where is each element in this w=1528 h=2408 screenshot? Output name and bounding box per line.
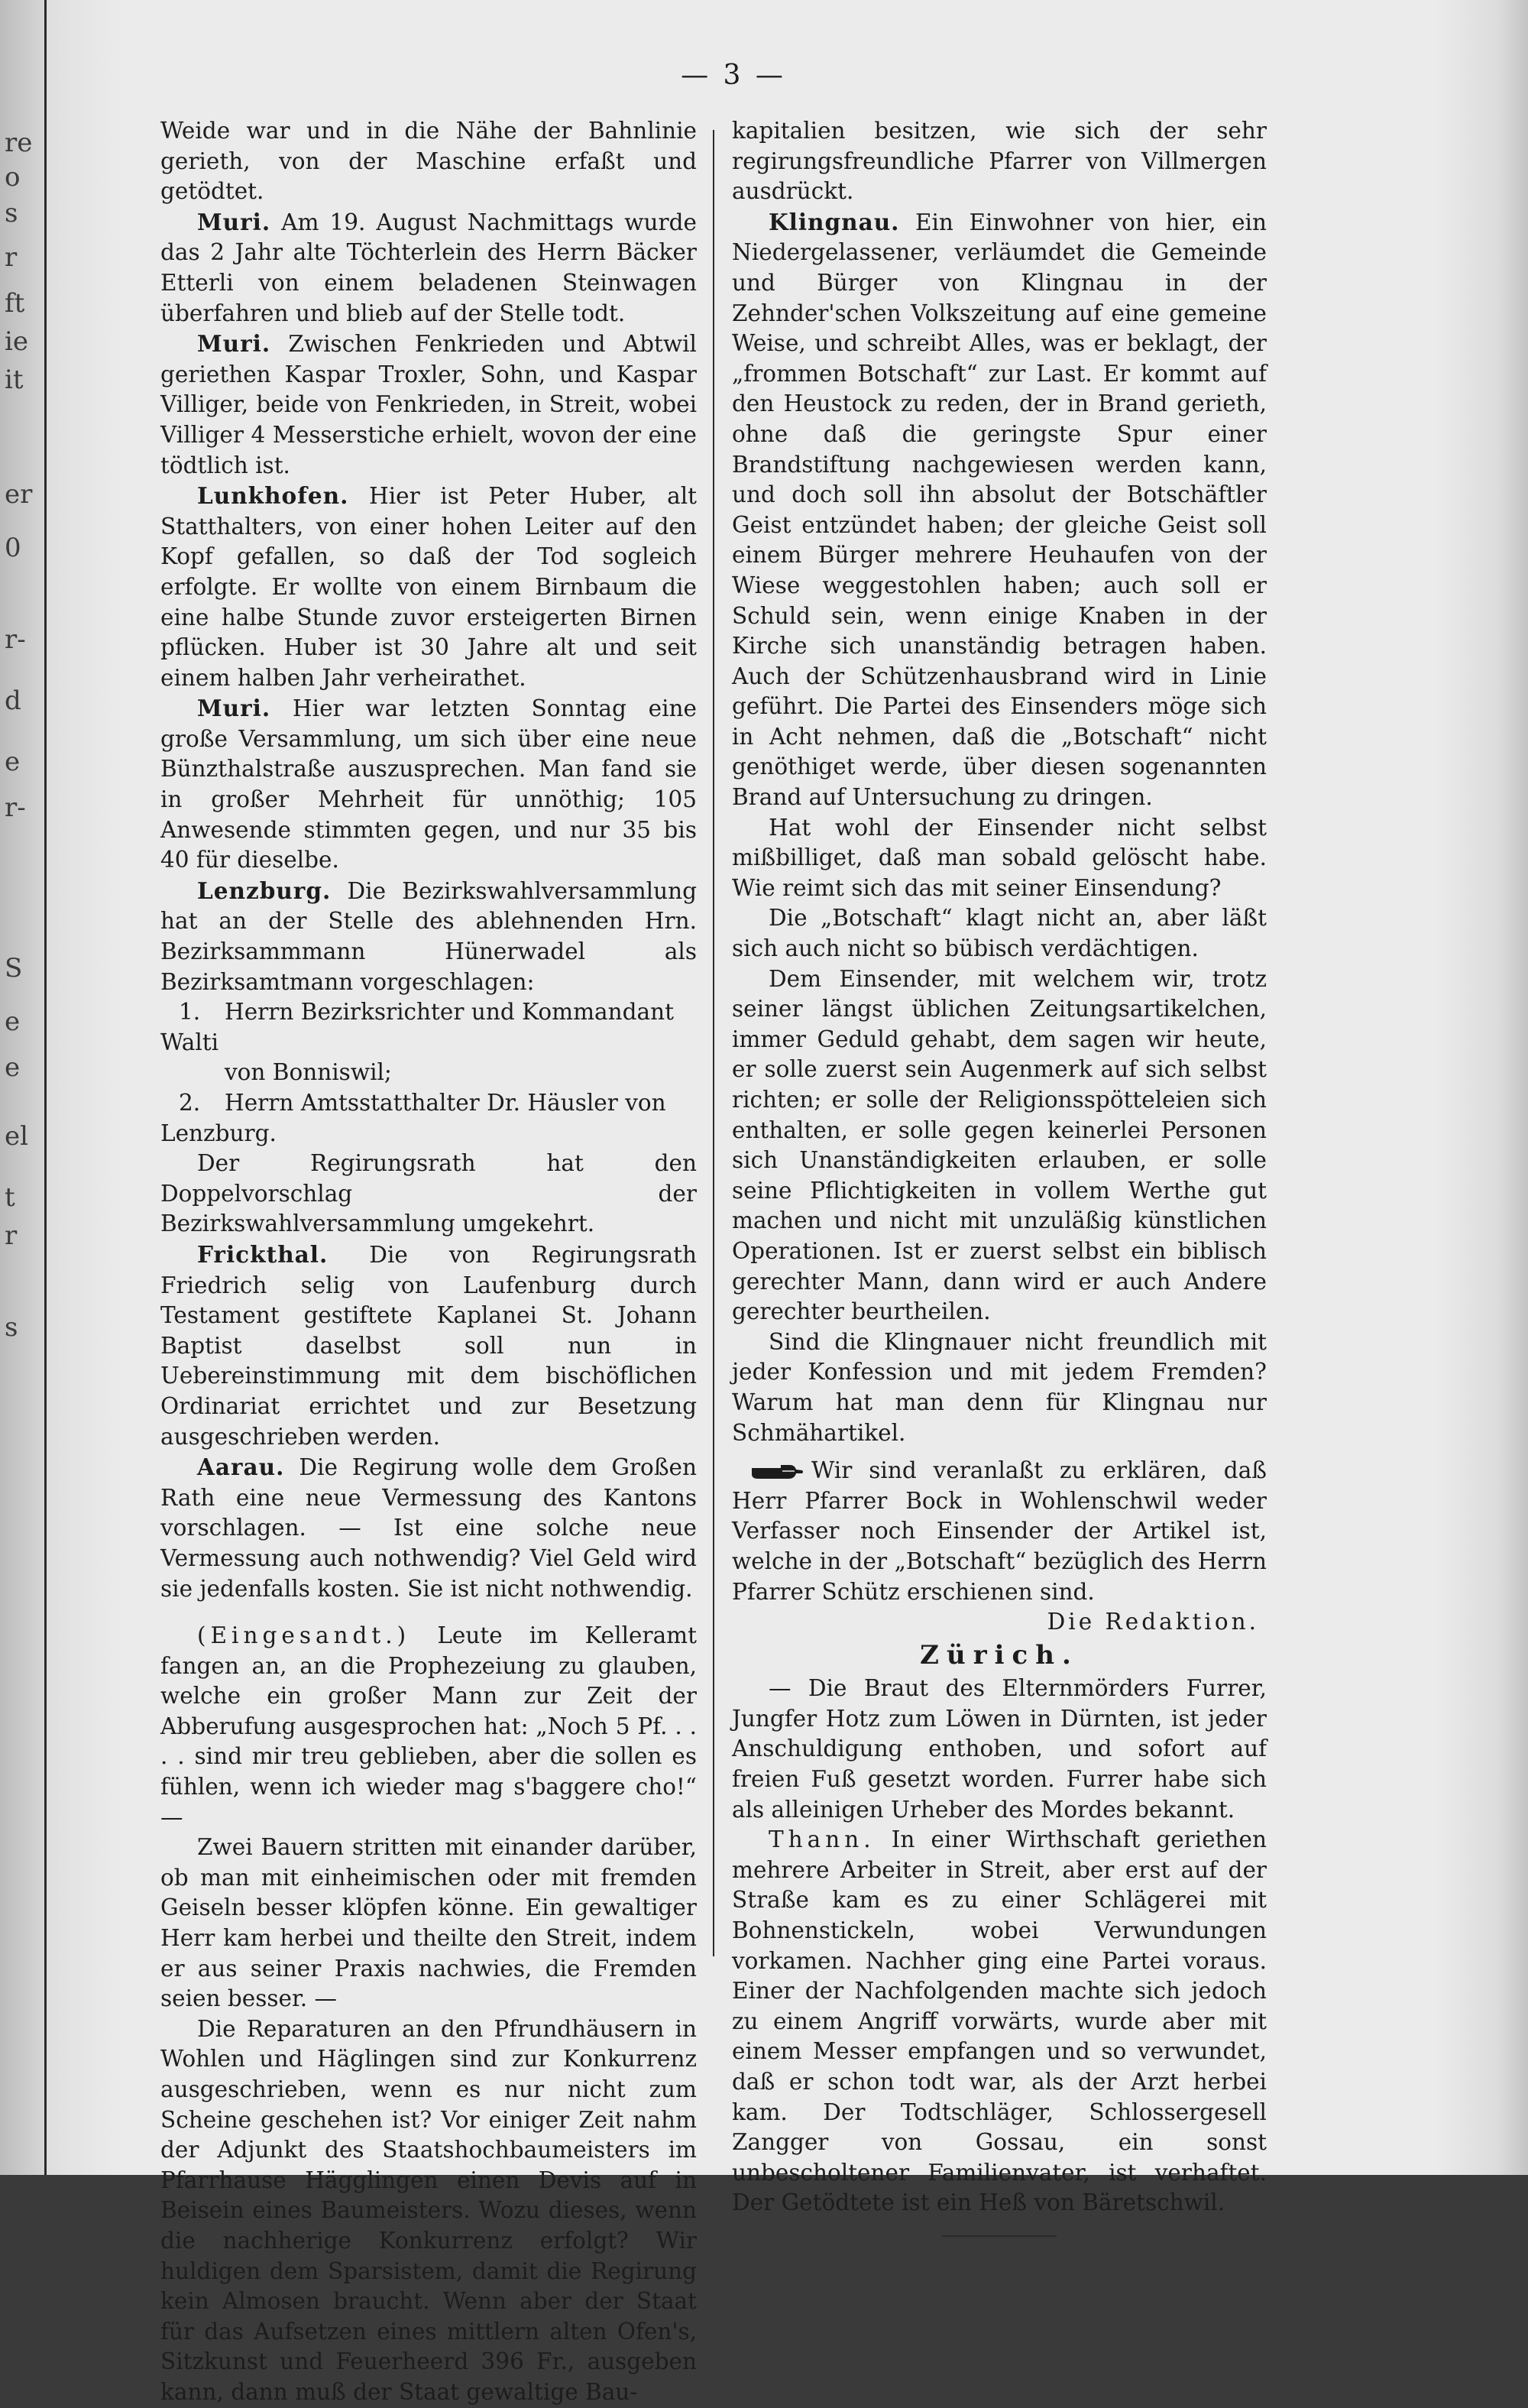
prev-fragment: s xyxy=(5,198,18,228)
article-text: Am 19. August Nachmittags wurde das 2 Jahr alte Töchterlein des Herrn Bäcker Etterli von einem beladenen Steinwagen überfahren und blieb auf der Stelle todt. xyxy=(160,209,697,326)
prev-fragment: s xyxy=(5,1312,18,1343)
prev-fragment: r- xyxy=(5,624,26,655)
column-divider xyxy=(713,130,714,1956)
article-text: Zwischen Fenkrieden und Abtwil geriethen Kaspar Troxler, Sohn, und Kaspar Villiger, beide von Fenkrieden, in Streit, wobei Villiger 4 Messerstiche erhielt, wovon der eine tödtlich ist. xyxy=(160,331,697,478)
paragraph: Dem Einsender, mit welchem wir, trotz seiner längst üblichen Zeitungsartikelchen, immer Geduld gehabt, dem sagen wir heute, er solle zuerst sein Augenmerk auf sich selbst richten; er solle der Religionsspötteleien sich enthalten, er solle gegen keinerlei Personen sich Unanständigkeiten erlauben, er solle seine Pflichtigkeiten in vollem Werthe gut machen und nicht mit unzuläßig künstlichen Operationen. Ist er zuerst selbst ein biblisch gerechter Mann, dann wird er auch Andere gerechter beurtheilen. xyxy=(732,965,1267,1325)
article-muri-3 xyxy=(160,693,697,876)
prev-fragment: r xyxy=(5,242,18,273)
article-text: Leute im Kelleramt fangen an, an die Prophezeiung zu glauben, welche ein großer Mann zur Zeit der Abberufung ausgesprochen hat: „Noch 5 Pf. . . . . sind mir treu geblieben, aber die sollen es fühlen, wenn ich wieder mag s'baggere cho!“ — xyxy=(160,1622,697,1830)
paragraph: Weide war und in die Nähe der Bahnlinie gerieth, von der Maschine erfaßt und getödtet. xyxy=(160,118,697,205)
article-muri-2 xyxy=(160,329,697,481)
article-lunkhofen xyxy=(160,481,697,693)
place-heading: Muri. xyxy=(197,330,271,358)
prev-fragment: e xyxy=(5,1052,21,1083)
right-column xyxy=(732,116,1267,2240)
place-heading: Lenzburg. xyxy=(197,877,332,904)
list-number: 1. xyxy=(179,999,201,1026)
paragraph: Die „Botschaft“ klagt nicht an, aber läßt sich auch nicht so bübisch verdächtigen. xyxy=(732,905,1267,962)
paragraph: — Die Braut des Elternmörders Furrer, Jungfer Hotz zum Löwen in Dürnten, ist jeder Anschuldigung enthoben, und sofort auf freien Fuß gesetzt worden. Furrer habe sich als alleinigen Urheber des Mordes bekannt. xyxy=(732,1675,1267,1823)
prev-fragment: r xyxy=(5,1220,18,1251)
article-text: In einer Wirthschaft geriethen mehrere Arbeiter in Streit, aber erst auf der Straße kam es zu einer Schlägerei mit Bohnenstickeln, wobei Verwundungen vorkamen. Nachher ging eine Partei voraus. Einer der Nachfolgenden machte sich jedoch zu einem Angriff vorwärts, wurde aber mit einem Messer empfangen und so verwundet, daß er schon todt war, als der Arzt herbei kam. Der Todtschläger, Schlossergesell Zangger von Gossau, ein sonst unbescholtener Familienvater, ist verhaftet. Der Getödtete ist ein Heß von Bäretschwil. xyxy=(732,1826,1267,2216)
previous-page-edge xyxy=(0,0,47,2175)
prev-fragment: S xyxy=(5,953,23,984)
place-heading: Klingnau. xyxy=(769,208,900,235)
section-title-zurich: Zürich. xyxy=(920,1639,1079,1671)
prev-fragment: d xyxy=(5,685,21,716)
prev-fragment: re xyxy=(5,128,33,158)
signature: Die Redaktion. xyxy=(1047,1609,1259,1635)
place-heading: Muri. xyxy=(197,695,271,722)
list-text: Herrn Amtsstatthalter Dr. Häusler von Lenzburg. xyxy=(160,1090,666,1146)
candidate-list xyxy=(160,997,697,1149)
paragraph: Die Reparaturen an den Pfrundhäusern in Wohlen und Häglingen sind zur Konkurrenz ausgeschrieben, wenn es nur nicht zum Scheine geschehen ist? Vor einiger Zeit nahm der Adjunkt des Staatshochbaumeisters im Pfarrhause Hägglingen einen Devis auf in Beisein eines Baumeisters. Wozu dieses, wenn die nachherige Konkurrenz erfolgt? Wir huldigen dem Sparsistem, damit die Regirung kein Almosen braucht. Wenn aber der Staat für das Aufsetzen eines mittlern alten Ofen's, Sitzkunst und Feuerheerd 396 Fr., ausgeben kann, dann muß der Staat gewaltige Bau- xyxy=(160,2015,697,2405)
paragraph: Zwei Bauern stritten mit einander darüber, ob man mit einheimischen oder mit fremden Geiseln besser klöpfen könne. Ein gewaltiger Herr kam herbei und theilte den Streit, indem er aus seiner Praxis nachwies, die Fremden seien besser. — xyxy=(160,1834,697,2012)
end-rule xyxy=(942,2235,1057,2240)
article-frickthal xyxy=(160,1240,697,1452)
place-heading: Muri. xyxy=(197,208,271,235)
prev-fragment: er xyxy=(5,479,33,510)
place-heading: Thann. xyxy=(769,1826,876,1853)
prev-fragment: t xyxy=(5,1182,15,1213)
prev-fragment: r- xyxy=(5,792,26,823)
paragraph: Sind die Klingnauer nicht freundlich mit jeder Konfession und mit jedem Fremden? Warum hat man denn für Klingnau nur Schmähartikel. xyxy=(732,1328,1267,1446)
prev-fragment: el xyxy=(5,1121,28,1152)
list-item xyxy=(160,1088,697,1149)
page-number: — 3 — xyxy=(681,60,786,91)
paragraph: Der Regirungsrath hat den Doppelvorschlag der Bezirkswahlversammlung umgekehrt. xyxy=(160,1150,697,1237)
place-heading: Lunkhofen. xyxy=(197,482,349,510)
pointing-hand-icon xyxy=(750,1463,804,1480)
place-heading: (Eingesandt.) xyxy=(197,1622,411,1649)
paragraph: kapitalien besitzen, wie sich der sehr regirungsfreundliche Pfarrer von Villmergen ausdrückt. xyxy=(732,118,1267,205)
article-eingesandt xyxy=(160,1621,697,1833)
list-text: Herrn Bezirksrichter und Kommandant Walti xyxy=(160,999,674,1055)
prev-fragment: 0 xyxy=(5,533,21,563)
prev-fragment: e xyxy=(5,1006,21,1037)
article-text: Die Regirung wolle dem Großen Rath eine neue Vermessung des Kantons vorschlagen. — Ist eine solche neue Vermessung auch nothwendig? Viel Geld wird sie jedenfalls kosten. Sie ist nicht nothwendig. xyxy=(160,1454,697,1602)
notice-text: Wir sind veranlaßt zu erklären, daß Herr Pfarrer Bock in Wohlenschwil weder Verfasser noch Einsender der Artikel ist, welche in der „Botschaft“ bezüglich des Herrn Pfarrer Schütz erschienen sind. xyxy=(732,1457,1267,1605)
article-text: Die von Regirungsrath Friedrich selig von Laufenburg durch Testament gestiftete Kaplanei St. Johann Baptist daselbst soll nun in Uebereinstimmung mit dem bischöflichen Ordinariat errichtet und zur Besetzung ausgeschrieben werden. xyxy=(160,1241,697,1450)
prev-fragment: ie xyxy=(5,326,28,357)
article-lenzburg xyxy=(160,876,697,997)
place-heading: Aarau. xyxy=(197,1454,285,1481)
article-text: Hier war letzten Sonntag eine große Versammlung, um sich über eine neue Bünzthalstraße auszusprechen. Man fand sie in großer Mehrheit für unnöthig; 105 Anwesende stimmten gegen, und nur 35 bis 40 für dieselbe. xyxy=(160,695,697,873)
article-muri-1 xyxy=(160,207,697,329)
left-column xyxy=(160,116,697,2408)
article-text: Die Bezirkswahlversammlung hat an der Stelle des ablehnenden Hrn. Bezirksammmann Hünerwadel als Bezirksamtmann vorgeschlagen: xyxy=(160,877,697,995)
place-heading: Frickthal. xyxy=(197,1240,329,1268)
list-number: 2. xyxy=(179,1090,201,1116)
paragraph: Hat wohl der Einsender nicht selbst mißbilliget, daß man sobald gelöscht habe. Wie reimt sich das mit seiner Einsendung? xyxy=(732,814,1267,901)
prev-fragment: o xyxy=(5,162,21,193)
article-klingnau xyxy=(732,207,1267,813)
article-aarau xyxy=(160,1452,697,1604)
prev-fragment: ft xyxy=(5,288,25,319)
article-text: Ein Einwohner von hier, ein Niedergelassener, verläumdet die Gemeinde und Bürger von Klingnau in der Zehnder'schen Volkszeitung auf eine gemeine Weise, und schreibt Alles, was er beklagt, der „frommen Botschaft“ zur Last. Er kommt auf den Heustock zu reden, der in Brand gerieth, ohne daß die geringste Spur einer Brandstiftung nachgewiesen werden kann, und doch soll ihn absolut der Botschäftler Geist entzündet haben; der gleiche Geist soll einem Bürger mehrere Heuhaufen von der Wiese weggestohlen haben; auch soll er Schuld sein, wenn einige Knaben in der Kirche sich unanständig betragen haben. Auch der Schützenhausbrand wird in Linie geführt. Die Partei des Einsenders möge sich in Acht nehmen, daß die „Botschaft“ nicht genöthiget werde, über diesen sogenannten Brand auf Untersuchung zu dringen. xyxy=(732,209,1267,811)
list-item-continuation: von Bonniswil; xyxy=(225,1059,392,1086)
article-thann xyxy=(732,1825,1267,2218)
editorial-notice xyxy=(732,1456,1267,1607)
prev-fragment: it xyxy=(5,365,24,395)
article-text: Hier ist Peter Huber, alt Statthalters, von einer hohen Leiter auf den Kopf gefallen, so daß der Tod sogleich erfolgte. Er wollte von einem Birnbaum die eine halbe Stunde zuvor ersteigerten Birnen pflücken. Huber ist 30 Jahre alt und seit einem halben Jahr verheirathet. xyxy=(160,483,697,691)
prev-fragment: e xyxy=(5,747,21,777)
list-item xyxy=(160,997,697,1058)
